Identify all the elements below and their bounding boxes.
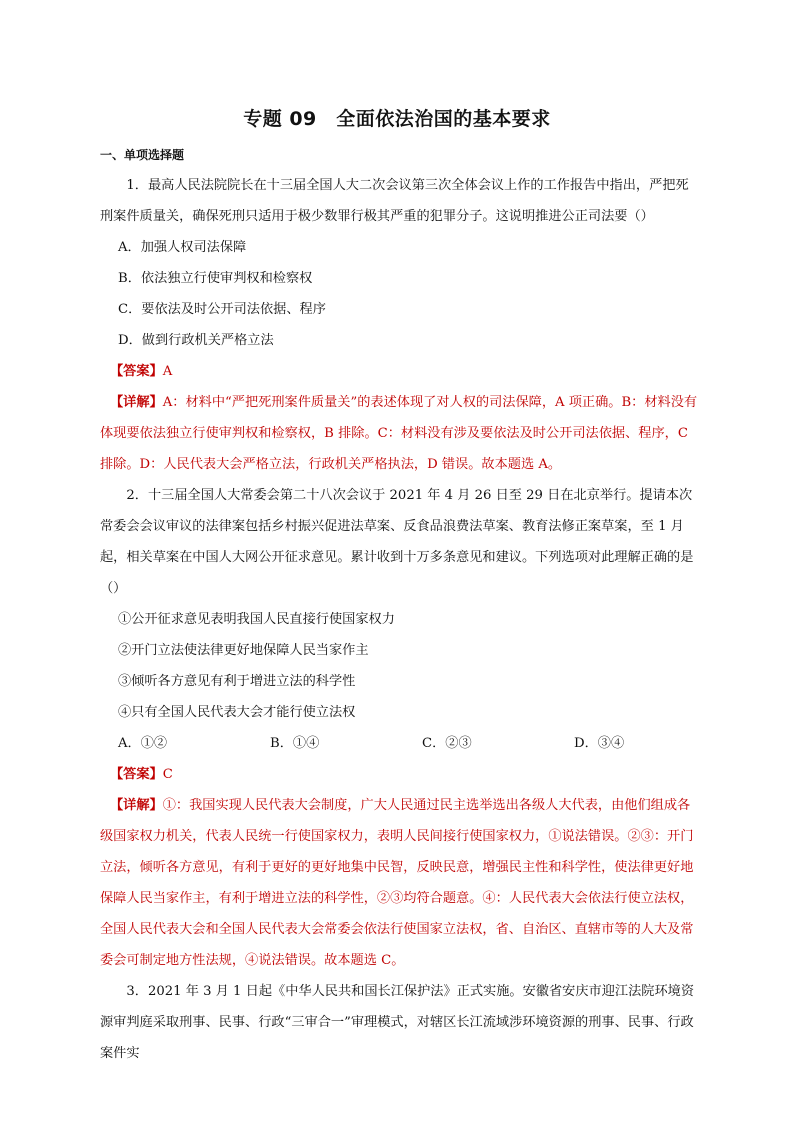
question-2-option-b: B．①④ [270, 736, 320, 751]
question-1-detail [100, 387, 700, 480]
question-1-stem: 1．最高人民法院院长在十三届全国人大二次会议第三次全体会议上作的工作报告中指出，严把死刑案件质量关，确保死刑只适用于极少数罪行极其严重的犯罪分子。这说明推进公正司法要（） [100, 178, 689, 224]
question-1-answer [100, 356, 700, 387]
answer-label: 【答案】 [110, 364, 163, 379]
document-content [100, 170, 700, 1069]
question-3-stem: 3．2021 年 3 月 1 日起《中华人民共和国长江保护法》正式实施。安徽省安庆市迎江法院环境资源审判庭采取刑事、民事、行政“三审合一”审理模式，对辖区长江流域涉环境资源的刑事、民事、行政案件实 [100, 984, 695, 1061]
detail-label: 【详解】 [110, 395, 163, 410]
question-1-option-d: D．做到行政机关严格立法 [118, 333, 274, 348]
question-2-detail [100, 790, 700, 976]
question-2-statement-4: ④只有全国人民代表大会才能行使立法权 [118, 705, 356, 720]
section-heading: 一、单项选择题 [100, 148, 185, 162]
question-1-option-b: B．依法独立行使审判权和检察权 [118, 271, 313, 286]
question-2-options [100, 728, 700, 759]
question-2-stem: 2．十三届全国人大常委会第二十八次会议于 2021 年 4 月 26 日至 29 日在北京举行。提请本次常委会会议审议的法律案包括乡村振兴促进法草案、反食品浪费法草案、教育法修正案草案，至 1 月起，相关草案在中国人大网公开征求意见。累计收到十万多条意见和建议。下列选项对此理解正确的是（） [100, 488, 694, 596]
question-2-statement-3: ③倾听各方意见有利于增进立法的科学性 [118, 674, 356, 689]
answer-value: A [162, 364, 173, 379]
question-2-option-c: C．②③ [422, 736, 472, 751]
question-2-option-d: D．③④ [574, 736, 625, 751]
question-1-option-a: A．加强人权司法保障 [118, 240, 247, 255]
question-2-statement-1: ①公开征求意见表明我国人民直接行使国家权力 [118, 612, 395, 627]
detail-text: A：材料中“严把死刑案件质量关”的表述体现了对人权的司法保障，A 项正确。B：材料没有体现要依法独立行使审判权和检察权，B 排除。C：材料没有涉及要依法及时公开司法依据、程序，C 排除。D：人民代表大会严格立法，行政机关严格执法，D 错误。故本题选 A。 [100, 395, 698, 472]
detail-label: 【详解】 [110, 798, 163, 813]
answer-label: 【答案】 [110, 767, 163, 782]
answer-value: C [162, 767, 173, 782]
question-2-option-a: A．①② [118, 736, 168, 751]
question-2-answer [100, 759, 700, 790]
detail-text: ①：我国实现人民代表大会制度，广大人民通过民主选举选出各级人大代表，由他们组成各级国家权力机关，代表人民统一行使国家权力，表明人民间接行使国家权力，①说法错误。②③：开门立法，倾听各方意见，有利于更好的更好地集中民智，反映民意，增强民主性和科学性，使法律更好地保障人民当家作主，有利于增进立法的科学性，②③均符合题意。④：人民代表大会依法行使立法权，全国人民代表大会和全国人民代表大会常委会依法行使国家立法权，省、自治区、直辖市等的人大及常委会可制定地方性法规，④说法错误。故本题选 C。 [100, 798, 694, 968]
question-2-statement-2: ②开门立法使法律更好地保障人民当家作主 [118, 643, 369, 658]
page-title: 专题 09 全面依法治国的基本要求 [243, 108, 551, 130]
question-1-option-c: C．要依法及时公开司法依据、程序 [118, 302, 326, 317]
